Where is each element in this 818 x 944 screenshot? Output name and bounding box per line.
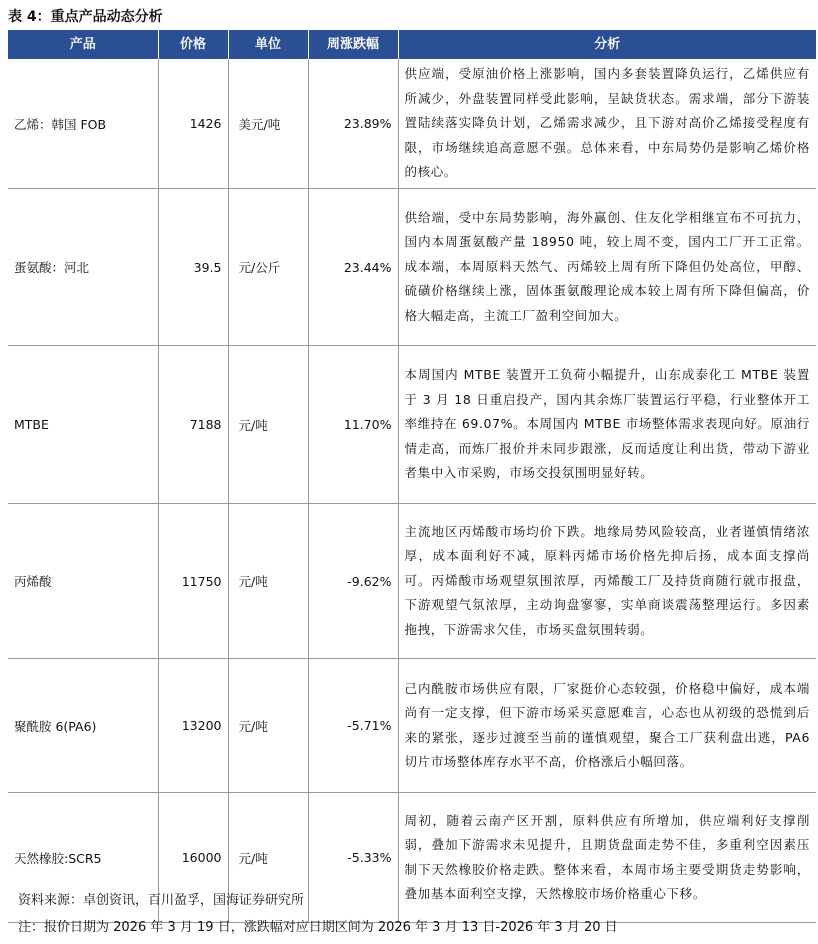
cell-product: MTBE [8, 346, 158, 504]
table-row [8, 346, 816, 504]
cell-product: 聚酰胺 6(PA6) [8, 659, 158, 793]
cell-product: 乙烯：韩国 FOB [8, 59, 158, 189]
cell-product: 丙烯酸 [8, 504, 158, 659]
cell-weekly-change: -5.33% [308, 793, 398, 923]
table-row [8, 59, 816, 189]
header-product: 产品 [8, 30, 158, 59]
cell-analysis: 主流地区丙烯酸市场均价下跌。地缘局势风险较高，业者谨慎情绪浓厚，成本面利好不减，原料丙烯市场价格先抑后扬，成本面支撑尚可。丙烯酸市场观望氛围浓厚，丙烯酸工厂及持货商随行就市报盘，下游观望气氛浓厚，主动询盘寥寥，实单商谈震荡整理运行。多因素拖拽，下游需求欠佳，市场买盘氛围转弱。 [398, 504, 816, 659]
cell-weekly-change: -9.62% [308, 504, 398, 659]
cell-unit: 元/吨 [228, 346, 308, 504]
cell-weekly-change: 23.44% [308, 189, 398, 346]
table-title: 表 4：重点产品动态分析 [8, 9, 163, 25]
cell-analysis: 己内酰胺市场供应有限，厂家挺价心态较强，价格稳中偏好，成本端尚有一定支撑，但下游市场采买意愿难言，心态也从初级的恐慌到后来的紧张，逐步过渡至当前的谨慎观望，聚合工厂获利盘出逃，PA6 切片市场整体库存水平不高，价格涨后小幅回落。 [398, 659, 816, 793]
header-weekly-change: 周涨跌幅 [308, 30, 398, 59]
cell-analysis: 供给端，受中东局势影响，海外赢创、住友化学相继宣布不可抗力，国内本周蛋氨酸产量 18950 吨，较上周不变，国内工厂开工正常。成本端，本周原料天然气、丙烯较上周有所下降但仍处高位，甲醇、硫磺价格继续上涨，固体蛋氨酸理论成本较上周有所下降但偏高，价格大幅走高，主流工厂盈利空间加大。 [398, 189, 816, 346]
cell-analysis: 本周国内 MTBE 装置开工负荷小幅提升，山东成泰化工 MTBE 装置于 3 月 18 日重启投产，国内其余炼厂装置运行平稳，行业整体开工率维持在 69.07%。本周国内 MTBE 市场整体需求表现向好。原油行情走高，而炼厂报价并未同步跟涨，反而适度让利出货，带动下游业者集中入市采购，市场交投氛围明显好转。 [398, 346, 816, 504]
table-row [8, 504, 816, 659]
header-unit: 单位 [228, 30, 308, 59]
cell-weekly-change: -5.71% [308, 659, 398, 793]
header-price: 价格 [158, 30, 228, 59]
cell-price: 16000 [158, 793, 228, 923]
cell-unit: 元/公斤 [228, 189, 308, 346]
cell-unit: 元/吨 [228, 659, 308, 793]
cell-price: 7188 [158, 346, 228, 504]
table-row [8, 189, 816, 346]
table-header-row [8, 30, 816, 59]
header-analysis: 分析 [398, 30, 816, 59]
cell-analysis: 供应端，受原油价格上涨影响，国内多套装置降负运行，乙烯供应有所减少，外盘装置同样受此影响，呈缺货状态。需求端，部分下游装置陆续落实降负计划，乙烯需求减少，且下游对高价乙烯接受程度有限，市场继续追高意愿不强。总体来看，中东局势仍是影响乙烯价格的核心。 [398, 59, 816, 189]
cell-unit: 美元/吨 [228, 59, 308, 189]
cell-product: 天然橡胶:SCR5 [8, 793, 158, 923]
source-note: 资料来源：卓创资讯，百川盈孚，国海证券研究所 [18, 893, 305, 908]
date-note: 注：报价日期为 2026 年 3 月 19 日，涨跌幅对应日期区间为 2026 年 3 月 13 日-2026 年 3 月 20 日 [18, 920, 618, 935]
cell-price: 11750 [158, 504, 228, 659]
cell-unit: 元/吨 [228, 504, 308, 659]
cell-price: 39.5 [158, 189, 228, 346]
cell-price: 1426 [158, 59, 228, 189]
cell-price: 13200 [158, 659, 228, 793]
cell-weekly-change: 11.70% [308, 346, 398, 504]
product-dynamics-table [8, 30, 816, 923]
cell-product: 蛋氨酸：河北 [8, 189, 158, 346]
cell-weekly-change: 23.89% [308, 59, 398, 189]
cell-unit: 元/吨 [228, 793, 308, 923]
table-row [8, 659, 816, 793]
cell-analysis: 周初，随着云南产区开割，原料供应有所增加，供应端利好支撑削弱，叠加下游需求未见提升，且期货盘面走势不佳，多重利空因素压制下天然橡胶价格走跌。整体来看，本周市场主要受期货走势影响，叠加基本面利空支撑，天然橡胶市场价格重心下移。 [398, 793, 816, 923]
